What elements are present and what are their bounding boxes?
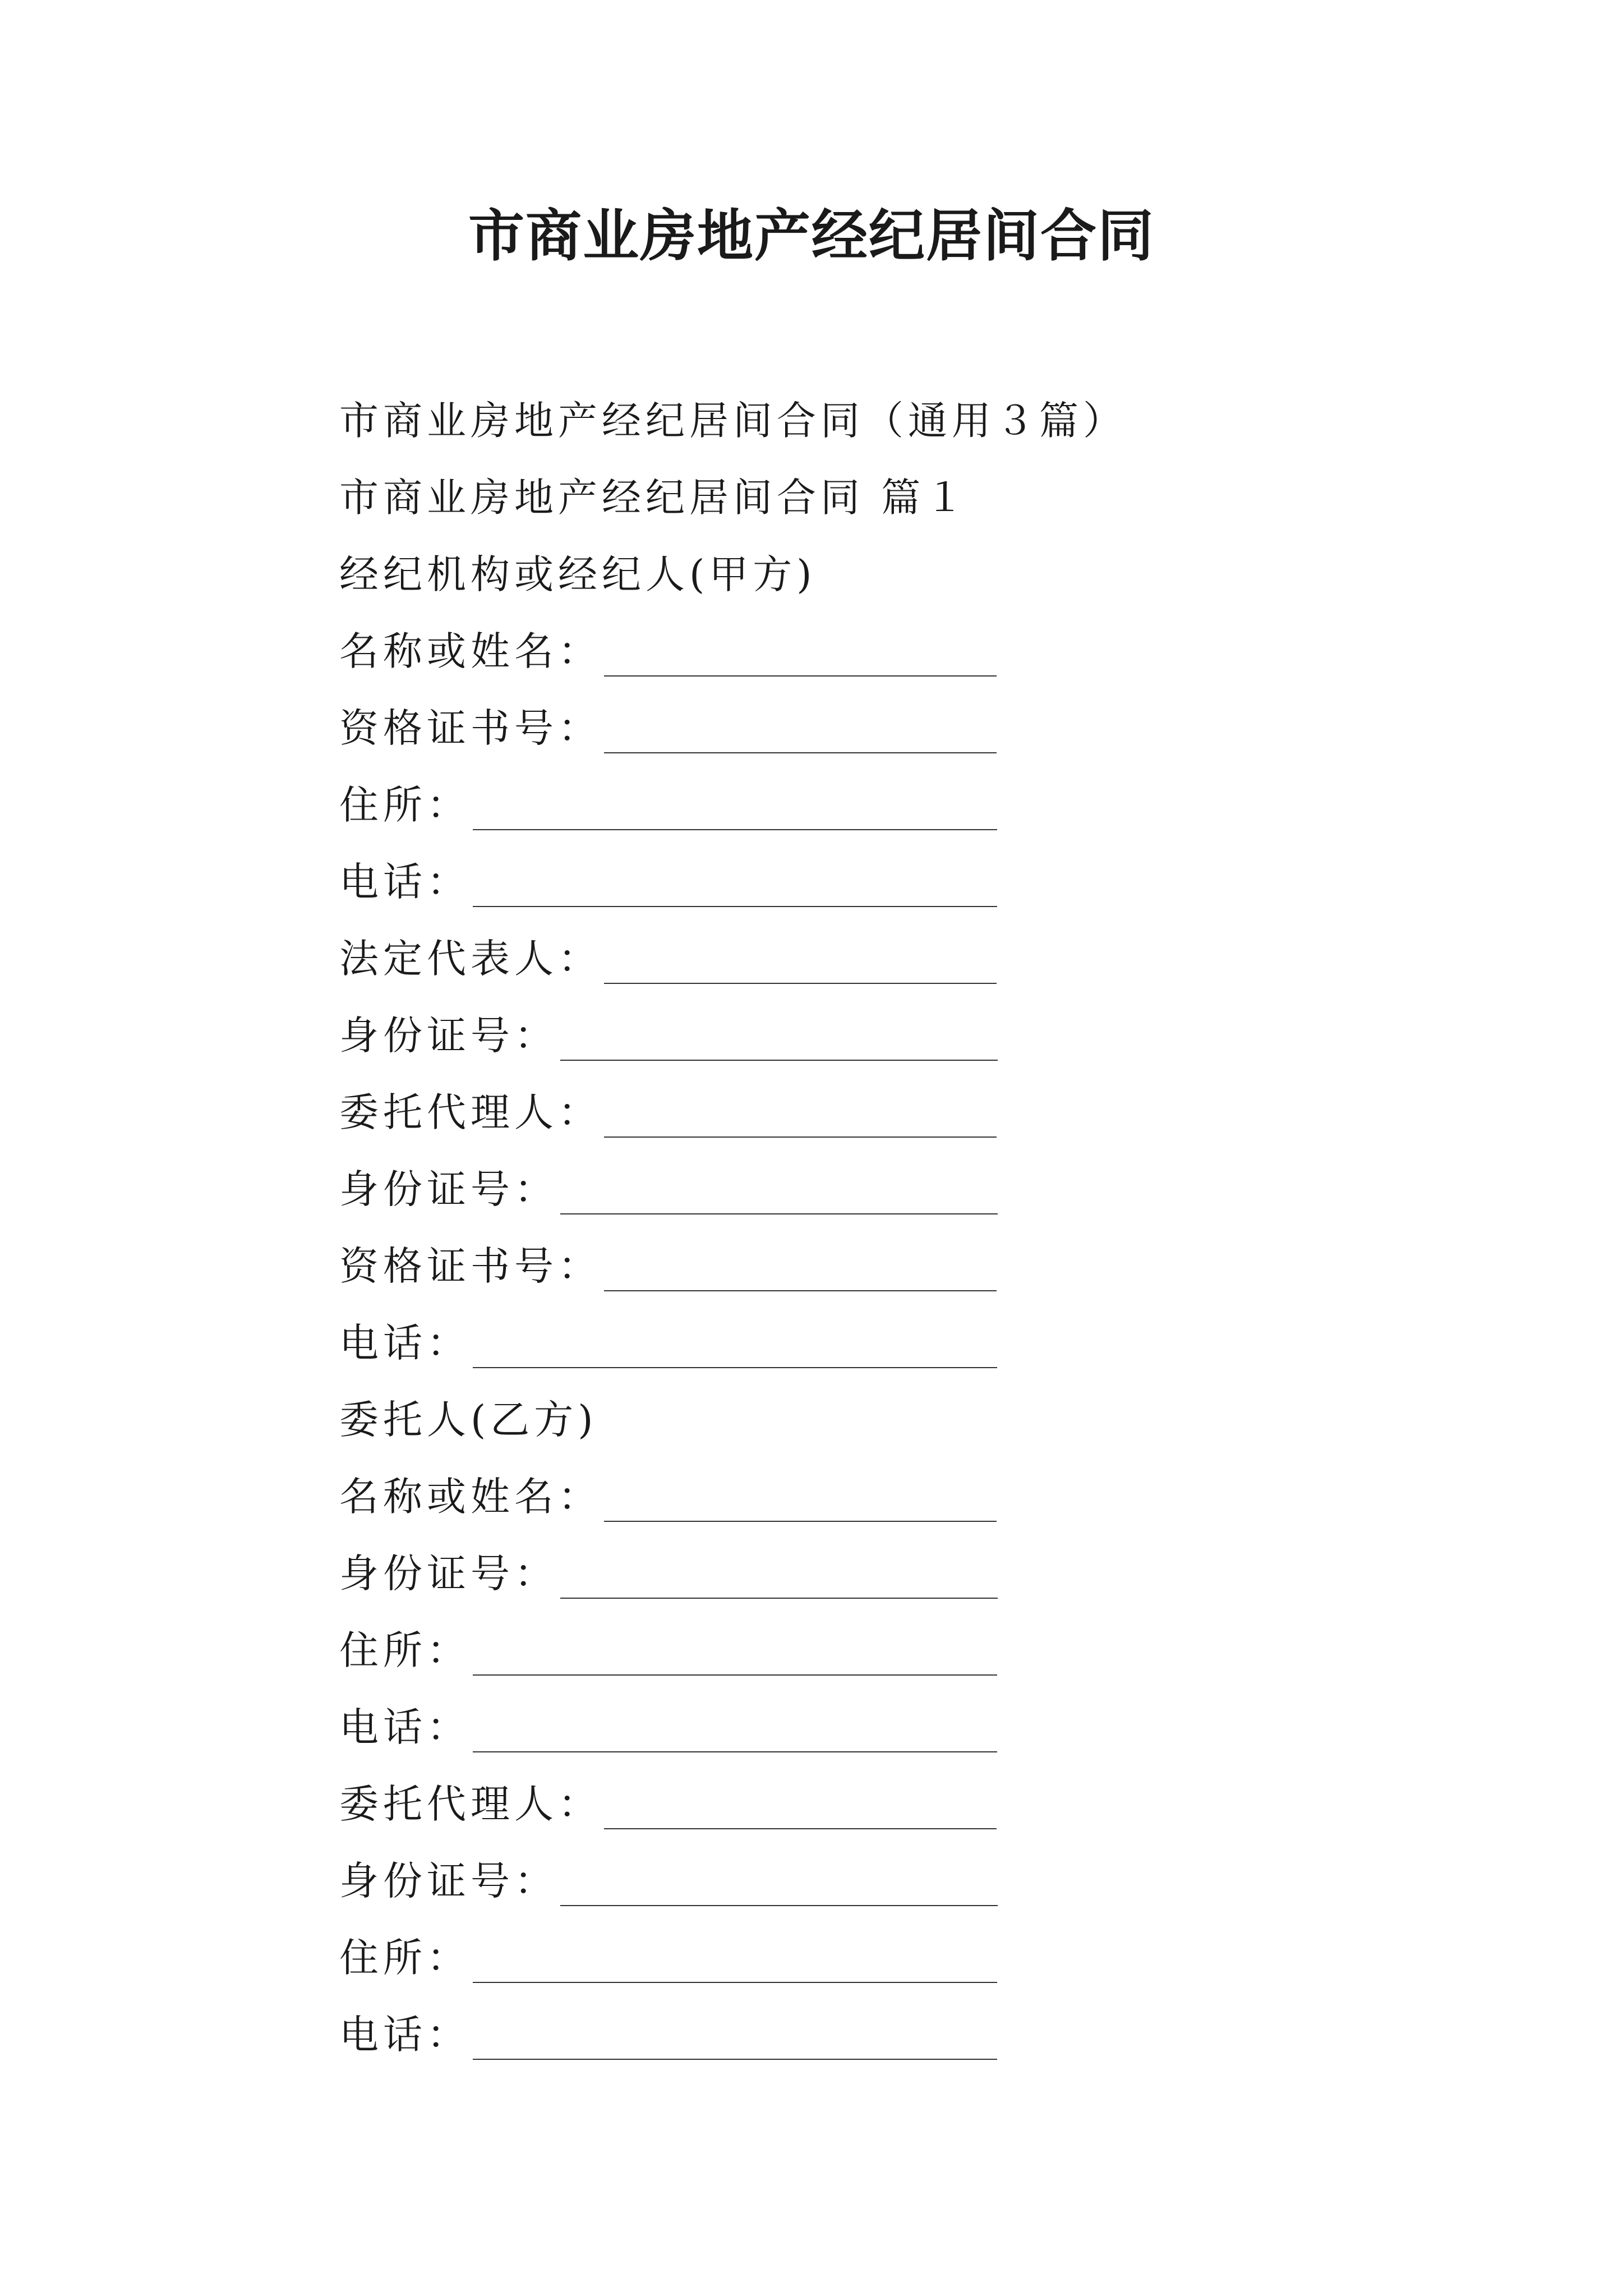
document-title: 市商业房地产经纪居间合同: [468, 203, 1155, 269]
document-subtitle: [339, 379, 1405, 456]
field-label: 电话：: [339, 1704, 471, 1750]
field-label: 身份证号：: [339, 1013, 558, 1059]
field-label: 身份证号：: [339, 1550, 558, 1596]
chapter-heading-text: 市商业房地产经纪居间合同 篇１: [339, 475, 969, 521]
fill-in-blank[interactable]: [604, 1789, 997, 1829]
form-field: [339, 687, 1405, 763]
form-field: [339, 1609, 1405, 1686]
form-field: [339, 763, 1405, 840]
fill-in-blank[interactable]: [604, 636, 997, 677]
field-label: 名称或姓名：: [339, 1474, 602, 1520]
field-label: 名称或姓名：: [339, 628, 602, 674]
field-label: 身份证号：: [339, 1858, 558, 1904]
field-label: 住所：: [339, 1935, 471, 1981]
fill-in-blank[interactable]: [473, 1635, 997, 1676]
field-label: 法定代表人：: [339, 936, 602, 982]
form-field: [339, 1993, 1405, 2070]
party-a-heading: [339, 533, 1405, 610]
fill-in-blank[interactable]: [604, 1481, 997, 1522]
form-field: [339, 1071, 1405, 1148]
party-b-heading-text: 委托人(乙方): [339, 1397, 598, 1443]
fill-in-blank[interactable]: [604, 1251, 997, 1291]
form-field: [339, 1455, 1405, 1532]
fill-in-blank[interactable]: [473, 790, 997, 830]
form-field: [339, 1686, 1405, 1763]
field-label: 委托代理人：: [339, 1781, 602, 1827]
form-field: [339, 994, 1405, 1071]
document-body: [339, 379, 1405, 2070]
fill-in-blank[interactable]: [604, 1097, 997, 1138]
fill-in-blank[interactable]: [473, 1943, 997, 1983]
fill-in-blank[interactable]: [604, 944, 997, 984]
field-label: 住所：: [339, 782, 471, 828]
fill-in-blank[interactable]: [560, 1558, 998, 1599]
party-b-heading: [339, 1378, 1405, 1455]
field-label: 资格证书号：: [339, 705, 602, 751]
form-field: [339, 1532, 1405, 1609]
fill-in-blank[interactable]: [473, 867, 997, 907]
form-field: [339, 1225, 1405, 1301]
chapter-heading: [339, 456, 1405, 533]
form-field: [339, 610, 1405, 687]
field-label: 委托代理人：: [339, 1089, 602, 1135]
form-field: [339, 917, 1405, 994]
fill-in-blank[interactable]: [560, 1174, 998, 1214]
form-field: [339, 1148, 1405, 1225]
subtitle-text: 市商业房地产经纪居间合同（通用３篇）: [339, 398, 1127, 444]
fill-in-blank[interactable]: [473, 1328, 997, 1368]
field-label: 资格证书号：: [339, 1243, 602, 1289]
form-field: [339, 1839, 1405, 1916]
form-field: [339, 1301, 1405, 1378]
form-field: [339, 1763, 1405, 1839]
form-field: [339, 1916, 1405, 1993]
field-label: 电话：: [339, 2012, 471, 2058]
fill-in-blank[interactable]: [473, 2019, 997, 2060]
party-a-heading-text: 经纪机构或经纪人(甲方): [339, 551, 817, 597]
field-label: 电话：: [339, 1320, 471, 1366]
fill-in-blank[interactable]: [560, 1020, 998, 1061]
field-label: 住所：: [339, 1627, 471, 1673]
fill-in-blank[interactable]: [604, 713, 997, 753]
field-label: 身份证号：: [339, 1166, 558, 1212]
field-label: 电话：: [339, 859, 471, 905]
form-field: [339, 840, 1405, 917]
fill-in-blank[interactable]: [473, 1712, 997, 1752]
fill-in-blank[interactable]: [560, 1866, 998, 1906]
